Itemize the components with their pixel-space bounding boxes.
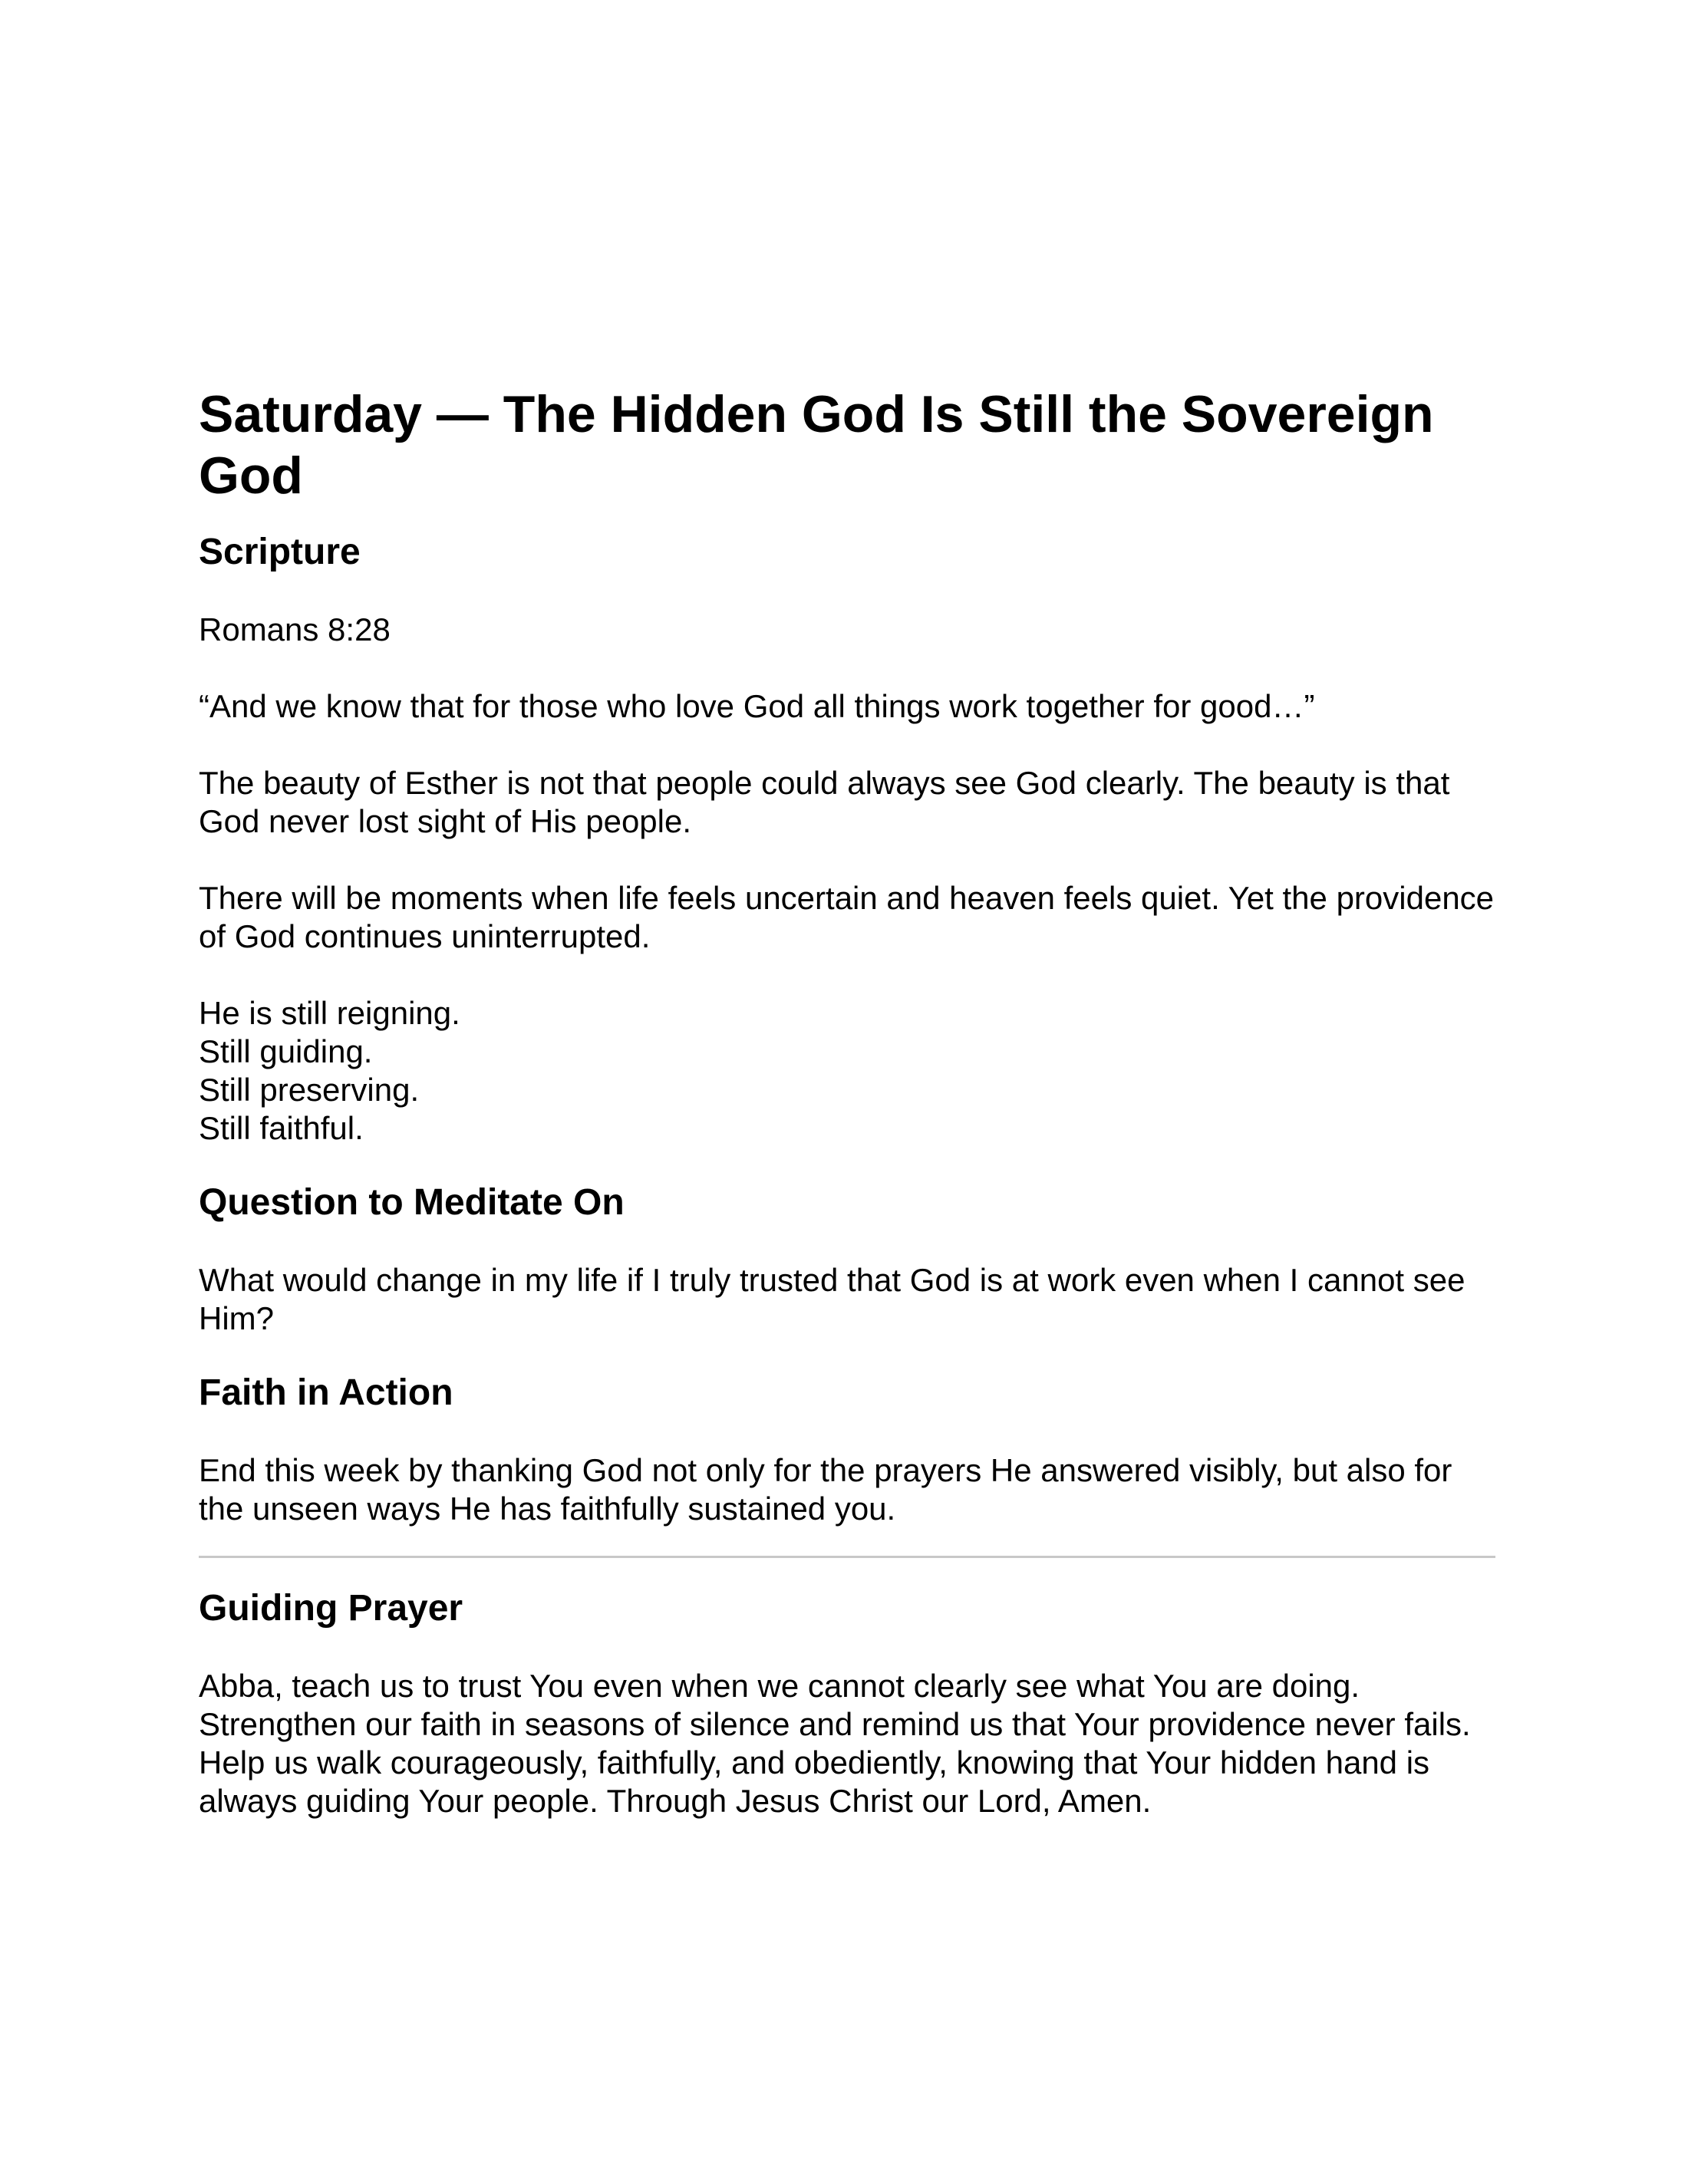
scripture-reference: Romans 8:28 (199, 611, 391, 647)
scripture-paragraph-2: There will be moments when life feels uncertain and heaven feels quiet. Yet the providence of God continues uninterrupted. (199, 880, 1495, 954)
scripture-quote: “And we know that for those who love God all things work together for good…” (199, 688, 1315, 724)
faith-in-action-text: End this week by thanking God not only for the prayers He answered visibly, but also for the unseen ways He has faithfully sustained you. (199, 1452, 1452, 1527)
section-divider (199, 1556, 1495, 1558)
affirmation-line: He is still reigning. (199, 995, 460, 1031)
prayer-text: Abba, teach us to trust You even when we cannot clearly see what You are doing. Strengthen our faith in seasons of silence and remind us that Your providence never fails. Help us walk courageously, faithfully, and obediently, knowing that Your hidden hand is always guiding Your people. Through Jesus Christ our Lord, Amen. (199, 1668, 1471, 1819)
affirmation-line: Still faithful. (199, 1110, 364, 1146)
document-page (199, 384, 1495, 1820)
affirmation-line: Still guiding. (199, 1033, 373, 1069)
page-title: Saturday — The Hidden God Is Still the Sovereign God (199, 385, 1434, 505)
scripture-paragraph-1: The beauty of Esther is not that people could always see God clearly. The beauty is that God never lost sight of His people. (199, 765, 1450, 839)
question-text: What would change in my life if I truly trusted that God is at work even when I cannot see Him? (199, 1262, 1465, 1336)
faith-in-action-heading: Faith in Action (199, 1372, 453, 1413)
affirmation-lines (199, 994, 1495, 1148)
prayer-heading: Guiding Prayer (199, 1588, 463, 1629)
affirmation-line: Still preserving. (199, 1072, 420, 1108)
scripture-heading: Scripture (199, 532, 361, 572)
question-heading: Question to Meditate On (199, 1182, 625, 1223)
